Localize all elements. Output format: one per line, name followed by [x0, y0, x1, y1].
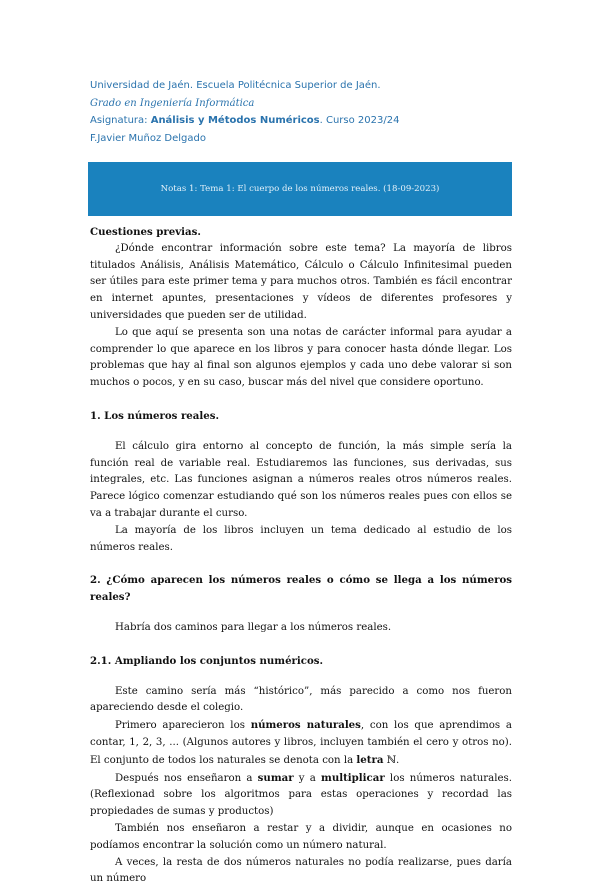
heading-section-2: 2. ¿Cómo aparecen los números reales o cómo se llega a los números reales? [90, 572, 512, 606]
s21-p3-part-a: Después nos enseñaron a [115, 773, 258, 784]
university-line: Universidad de Jaén. Escuela Politécnica Superior de Jaén. [90, 77, 550, 95]
paragraph-s2-1: Habría dos caminos para llegar a los números reales. [90, 620, 512, 637]
s21-p3-sumar: sumar [258, 772, 294, 784]
paragraph-s21-4: También nos enseñaron a restar y a dividir, aunque en ocasiones no podíamos encontrar la solución como un número natural. [90, 821, 512, 855]
s21-p2-part-e: ℕ. [383, 755, 399, 766]
title-banner [88, 162, 512, 216]
heading-section-2-1: 2.1. Ampliando los conjuntos numéricos. [90, 653, 512, 670]
s21-p2-part-c: , con los que aprendimos a contar, 1, 2, 3, ... (Algunos autores y libros, incluyen también el cero y otros no). El conjunto de todos los naturales se denota con la [90, 720, 512, 766]
paragraph-s1-2: La mayoría de los libros incluyen un tema dedicado al estudio de los números reales. [90, 523, 512, 557]
paragraph-s1-1: El cálculo gira entorno al concepto de función, la más simple sería la función real de variable real. Estudiaremos las funciones, sus derivadas, sus integrales, etc. Las funciones asignan a números reales otros números reales. Parece lógico comenzar estudiando qué son los números reales pues con ellos se va a trabajar durante el curso. [90, 439, 512, 523]
paragraph-s21-1: Este camino sería más “histórico”, más parecido a como nos fueron apareciendo desde el colegio. [90, 684, 512, 718]
document-header [90, 77, 550, 147]
s21-p2-part-a: Primero aparecieron los [115, 720, 251, 731]
author-line: F.Javier Muñoz Delgado [90, 130, 550, 148]
subject-suffix: . Curso 2023/24 [320, 115, 400, 126]
banner-title: Notas 1: Tema 1: El cuerpo de los números reales. (18-09-2023) [161, 184, 440, 194]
paragraph-s21-5: A veces, la resta de dos números naturales no podía realizarse, pues daría un número [90, 855, 512, 888]
paragraph-s21-3 [90, 770, 512, 821]
heading-section-1: 1. Los números reales. [90, 408, 512, 425]
paragraph-previas-2: Lo que aquí se presenta son una notas de carácter informal para ayudar a comprender lo que aparece en los libros y para conocer hasta dónde llegar. Los problemas que hay al final son algunos ejemplos y cada uno debe valorar si son muchos o pocos, y en su caso, buscar más del nivel que considere oportuno. [90, 325, 512, 392]
s21-p3-multiplicar: multiplicar [321, 772, 385, 784]
s21-p2-naturales: números naturales [251, 719, 361, 731]
subject-name: Análisis y Métodos Numéricos [151, 115, 320, 126]
document-body [90, 224, 512, 888]
degree-line: Grado en Ingeniería Informática [90, 95, 550, 113]
s21-p3-part-c: y a [294, 773, 321, 784]
paragraph-previas-1: ¿Dónde encontrar información sobre este tema? La mayoría de libros titulados Análisis, Análisis Matemático, Cálculo o Cálculo Infinitesimal pueden ser útiles para este primer tema y para muchos otros. También es fácil encontrar en internet apuntes, presentaciones y vídeos de diferentes profesores y universidades que pueden ser de utilidad. [90, 241, 512, 325]
paragraph-s21-2 [90, 717, 512, 769]
subject-line [90, 112, 550, 130]
s21-p2-letra: letra [356, 754, 383, 766]
subject-prefix: Asignatura: [90, 115, 151, 126]
heading-cuestiones-previas: Cuestiones previas. [90, 224, 512, 241]
s21-p3-part-e: los números naturales. (Reflexionad sobre los algoritmos para estas operaciones y recordad las propiedades de sumas y productos) [90, 773, 512, 818]
